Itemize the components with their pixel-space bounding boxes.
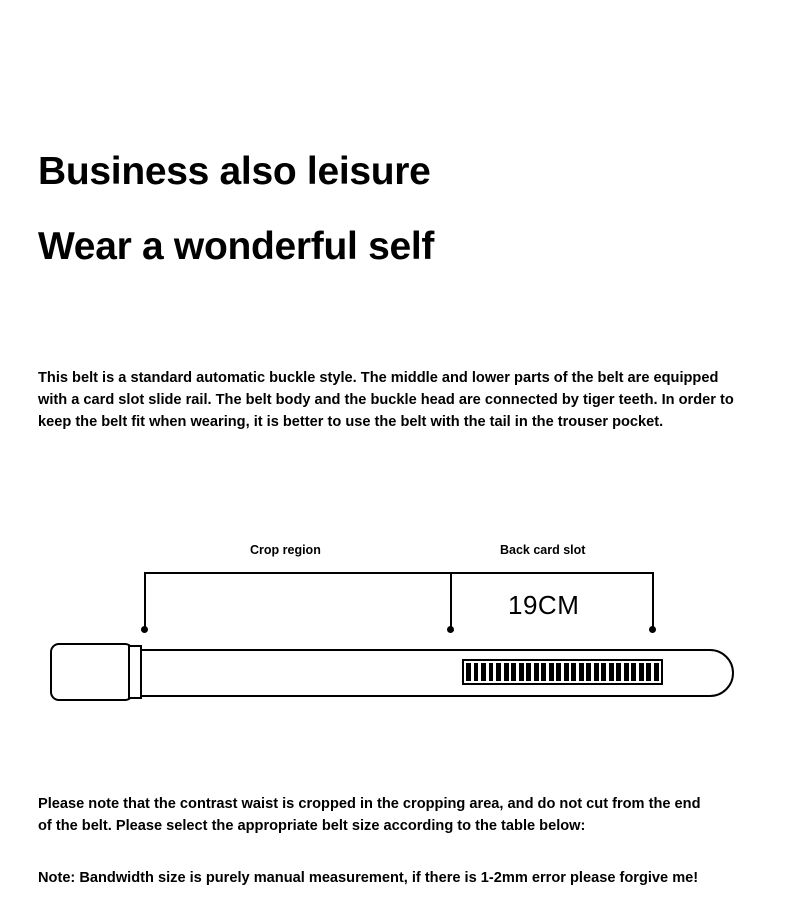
- belt-tooth: [549, 663, 554, 681]
- note-secondary: Note: Bandwidth size is purely manual measurement, if there is 1-2mm error please forgive me!: [38, 869, 699, 886]
- belt-tooth: [586, 663, 591, 681]
- belt-tooth: [609, 663, 614, 681]
- belt-tooth: [594, 663, 599, 681]
- belt-buckle-bar: [128, 645, 142, 699]
- belt-tooth: [496, 663, 501, 681]
- dimension-line-card-slot: [450, 572, 653, 574]
- belt-illustration: [44, 642, 734, 704]
- belt-card-slot-rail: [462, 659, 663, 685]
- crop-region-label: Crop region: [250, 543, 321, 557]
- belt-measurement-diagram: [0, 520, 790, 750]
- headline-primary: Business also leisure: [38, 150, 431, 193]
- belt-tooth: [601, 663, 606, 681]
- belt-tooth: [624, 663, 629, 681]
- belt-tooth: [534, 663, 539, 681]
- belt-tooth: [474, 663, 479, 681]
- dimension-dot-left: [141, 626, 148, 633]
- dimension-tick-left: [144, 572, 146, 630]
- note-main: Please note that the contrast waist is cropped in the cropping area, and do not cut from the end of the belt. Please select the appropriate belt size according to the table below:: [38, 795, 701, 834]
- belt-tooth: [579, 663, 584, 681]
- belt-tooth: [526, 663, 531, 681]
- dimension-tick-middle: [450, 572, 452, 630]
- belt-tooth: [564, 663, 569, 681]
- belt-tooth: [654, 663, 659, 681]
- belt-tooth: [519, 663, 524, 681]
- belt-tooth: [541, 663, 546, 681]
- belt-buckle: [50, 643, 134, 701]
- belt-tooth: [646, 663, 651, 681]
- belt-tooth: [616, 663, 621, 681]
- belt-tiger-teeth: [464, 661, 661, 683]
- belt-tooth: [571, 663, 576, 681]
- dimension-dot-middle: [447, 626, 454, 633]
- belt-tooth: [639, 663, 644, 681]
- dimension-tick-right: [652, 572, 654, 630]
- belt-tooth: [511, 663, 516, 681]
- belt-tooth: [504, 663, 509, 681]
- intro-paragraph: This belt is a standard automatic buckle style. The middle and lower parts of the belt are equipped with a card slot slide rail. The belt body and the buckle head are connected by tiger teeth. In order to keep the belt fit when wearing, it is better to use the belt with the tail in the trouser pocket.: [38, 369, 734, 430]
- belt-tooth: [556, 663, 561, 681]
- headline-block: [38, 150, 752, 268]
- belt-tooth: [631, 663, 636, 681]
- dimension-dot-right: [649, 626, 656, 633]
- belt-tooth: [489, 663, 494, 681]
- belt-tooth: [481, 663, 486, 681]
- belt-tooth: [466, 663, 471, 681]
- back-card-slot-label: Back card slot: [500, 543, 586, 557]
- measurement-value: 19CM: [508, 590, 580, 620]
- headline-secondary: Wear a wonderful self: [38, 224, 435, 268]
- dimension-line-crop-region: [144, 572, 450, 574]
